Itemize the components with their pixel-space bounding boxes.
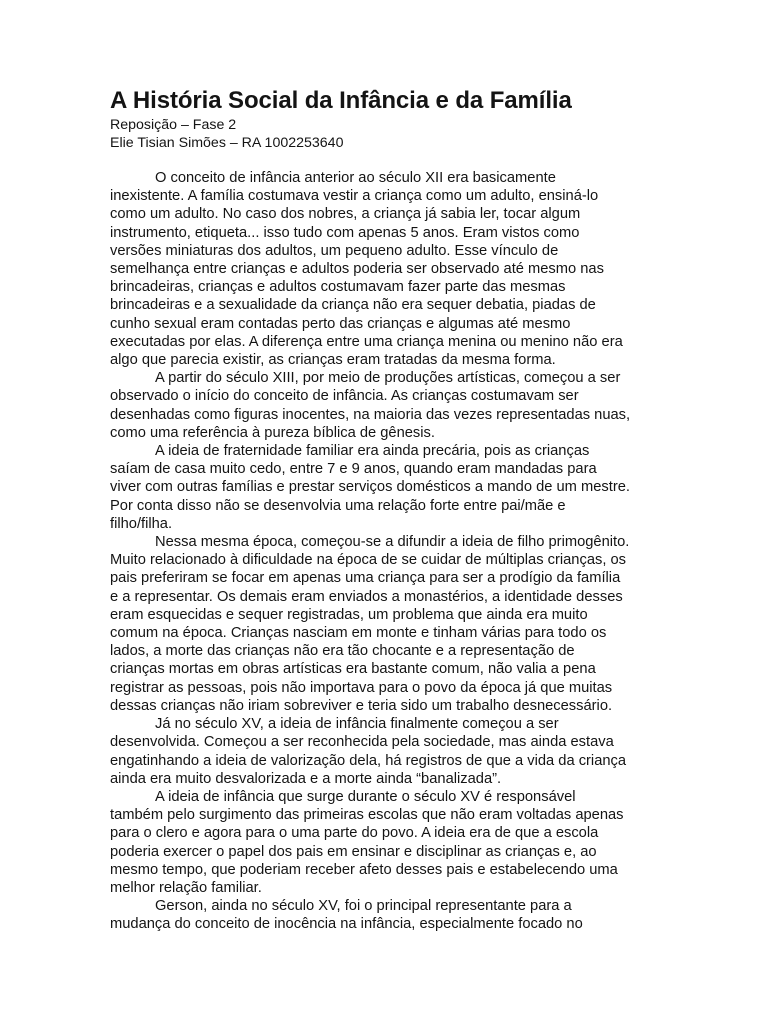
paragraph-line: Gerson, ainda no século XV, foi o principal representante para a <box>155 898 572 915</box>
paragraph-line: lados, a morte das crianças não era tão chocante e a representação de <box>110 643 575 660</box>
paragraph-line: Por conta disso não se desenvolvia uma relação forte entre pai/mãe e <box>110 497 566 514</box>
paragraph-line: viver com outras famílias e prestar serviços domésticos a mando de um mestre. <box>110 479 630 496</box>
paragraph <box>110 533 660 715</box>
paragraph <box>110 442 660 533</box>
paragraph <box>110 897 660 933</box>
paragraph-line: engatinhando a ideia de valorização dela, há registros de que a vida da criança <box>110 752 627 769</box>
paragraph-line: saíam de casa muito cedo, entre 7 e 9 anos, quando eram mandadas para <box>110 461 597 478</box>
paragraph-line: mesmo tempo, que poderiam receber afeto desses pais e estabelecendo uma <box>110 861 618 878</box>
paragraph-line: O conceito de infância anterior ao século XII era basicamente <box>155 170 556 186</box>
paragraph-line: também pelo surgimento das primeiras escolas que não eram voltadas apenas <box>110 807 624 824</box>
paragraph-line: registrar as pessoas, pois não importava para o povo da época já que muitas <box>110 679 613 696</box>
paragraph-line: eram esquecidas e sequer registradas, um problema que ainda era muito <box>110 606 588 623</box>
paragraph-line: mudança do conceito de inocência na infância, especialmente focado no <box>110 916 583 933</box>
document-body <box>110 169 660 934</box>
paragraph-line: filho/filha. <box>110 515 173 532</box>
paragraph-line: ainda era muito desvalorizada e a morte ainda “banalizada”. <box>110 770 502 787</box>
paragraph-line: dessas crianças não iriam sobreviver e teria sido um trabalho desnecessário. <box>110 697 613 714</box>
document-title: A História Social da Infância e da Família <box>110 87 572 114</box>
paragraph-line: cunho sexual eram contadas perto das crianças e algumas até mesmo <box>110 315 571 332</box>
paragraph-line: desenhadas como figuras inocentes, na maioria das vezes representadas nuas, <box>110 406 631 423</box>
document-page <box>110 86 660 934</box>
paragraph-line: pais preferiram se focar em apenas uma criança para ser a prodígio da família <box>110 570 621 587</box>
paragraph-line: A partir do século XIII, por meio de produções artísticas, começou a ser <box>155 370 621 387</box>
paragraph-line: A ideia de fraternidade familiar era ainda precária, pois as crianças <box>155 443 590 460</box>
paragraph-line: inexistente. A família costumava vestir a criança como um adulto, ensiná-lo <box>110 188 599 205</box>
paragraph-line: crianças mortas em obras artísticas era bastante comum, não valia a pena <box>110 661 596 678</box>
paragraph-line: comum na época. Crianças nasciam em monte e tinham várias para todo os <box>110 625 607 642</box>
paragraph-line: instrumento, etiqueta... isso tudo com apenas 5 anos. Eram vistos como <box>110 224 580 241</box>
paragraph-line: brincadeiras, crianças e adultos costumavam fazer parte das mesmas <box>110 279 566 296</box>
paragraph <box>110 169 660 369</box>
paragraph-line: semelhança entre crianças e adultos poderia ser observado até mesmo nas <box>110 261 604 278</box>
document-subtitle: Reposição – Fase 2 <box>110 117 237 133</box>
paragraph-line: versões miniaturas dos adultos, um pequeno adulto. Esse vínculo de <box>110 242 559 259</box>
paragraph-line: Muito relacionado à dificuldade na época de se cuidar de múltiplas crianças, os <box>110 552 626 569</box>
paragraph-line: desenvolvida. Começou a ser reconhecida pela sociedade, mas ainda estava <box>110 734 614 751</box>
paragraph-line: melhor relação familiar. <box>110 879 262 896</box>
paragraph-line: algo que parecia existir, as crianças eram tratadas da mesma forma. <box>110 352 556 369</box>
paragraph-line: brincadeiras e a sexualidade da criança não era sequer debatia, piadas de <box>110 297 596 314</box>
paragraph <box>110 788 660 897</box>
paragraph <box>110 715 660 788</box>
paragraph-line: Já no século XV, a ideia de infância finalmente começou a ser <box>155 716 559 733</box>
paragraph-line: e a representar. Os demais eram enviados a monastérios, a identidade desses <box>110 588 623 605</box>
paragraph-line: como um adulto. No caso dos nobres, a criança já sabia ler, tocar algum <box>110 206 581 223</box>
paragraph-line: A ideia de infância que surge durante o século XV é responsável <box>155 788 576 805</box>
paragraph-line: observado o início do conceito de infância. As crianças costumavam ser <box>110 388 579 405</box>
paragraph-line: executadas por elas. A diferença entre uma criança menina ou menino não era <box>110 333 623 350</box>
paragraph <box>110 369 660 442</box>
paragraph-line: poderia exercer o papel dos pais em ensinar e disciplinar as crianças e, ao <box>110 843 597 860</box>
paragraph-line: para o clero e agora para o uma parte do povo. A ideia era de que a escola <box>110 825 599 842</box>
document-author: Elie Tisian Simões – RA 1002253640 <box>110 135 344 151</box>
paragraph-line: como uma referência à pureza bíblica de gênesis. <box>110 424 435 441</box>
paragraph-line: Nessa mesma época, começou-se a difundir a ideia de filho primogênito. <box>155 534 630 551</box>
